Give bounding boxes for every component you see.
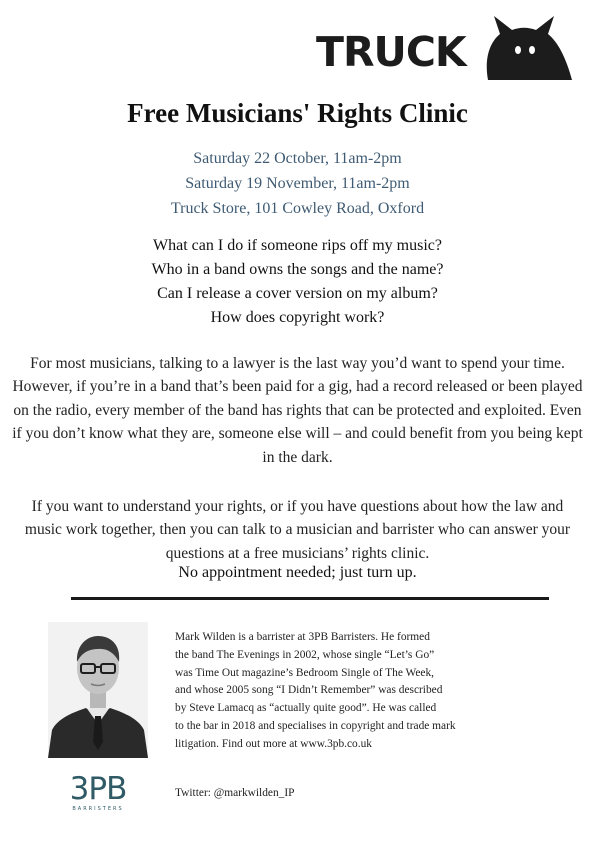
event-location: Truck Store, 101 Cowley Road, Oxford xyxy=(170,200,425,217)
bio-line: was Time Out magazine’s Bedroom Single of The Week, xyxy=(175,666,435,679)
bio-line: the band The Evenings in 2002, whose single “Let’s Go” xyxy=(175,648,435,661)
truck-logo xyxy=(316,14,576,82)
divider xyxy=(71,597,549,600)
questions-list xyxy=(0,234,595,330)
question-item: Can I release a cover version on my album? xyxy=(157,285,438,302)
bio-text xyxy=(175,629,575,754)
3pb-logo-mark: 3PB xyxy=(69,771,127,807)
intro-paragraph: For most musicians, talking to a lawyer is the last way you’d want to spend your time. However, if you’re in a band that’s been paid for a gig, had a record released or been played on the radio, every member of the band has rights that can be protected and exploited. Even if you don’t know what they are, someone else will – and could benefit from you being kept in the dark. xyxy=(12,355,583,466)
bio-line: to the bar in 2018 and specialises in copyright and trade mark xyxy=(175,719,456,732)
event-date-1: Saturday 22 October, 11am-2pm xyxy=(193,150,402,167)
bio-line: litigation. Find out more at www.3pb.co.uk xyxy=(175,737,372,750)
3pb-logo-subtitle: BARRISTERS xyxy=(72,806,124,812)
event-date-2: Saturday 19 November, 11am-2pm xyxy=(185,175,410,192)
3pb-logo xyxy=(62,772,134,812)
page-title: Free Musicians' Rights Clinic xyxy=(127,98,468,128)
truck-mascot-icon xyxy=(474,14,574,82)
twitter-handle: Twitter: @markwilden_IP xyxy=(175,787,295,799)
question-item: Who in a band owns the songs and the name? xyxy=(151,261,444,278)
question-item: How does copyright work? xyxy=(210,309,385,326)
clinic-paragraph: If you want to understand your rights, or if you have questions about how the law and music work together, then you can talk to a musician and barrister who can answer your questions at a free musicians’ rights clinic. xyxy=(24,498,571,562)
event-details xyxy=(0,146,595,221)
no-appointment-note: No appointment needed; just turn up. xyxy=(178,564,417,581)
truck-wordmark: TRUCK xyxy=(316,28,466,76)
bio-line: by Steve Lamacq as “actually quite good”. He was called xyxy=(175,702,437,715)
bio-line: and whose 2005 song “I Didn’t Remember” was described xyxy=(175,684,443,697)
portrait-photo xyxy=(48,622,148,758)
question-item: What can I do if someone rips off my music? xyxy=(153,237,442,254)
bio-line: Mark Wilden is a barrister at 3PB Barristers. He formed xyxy=(175,631,430,643)
